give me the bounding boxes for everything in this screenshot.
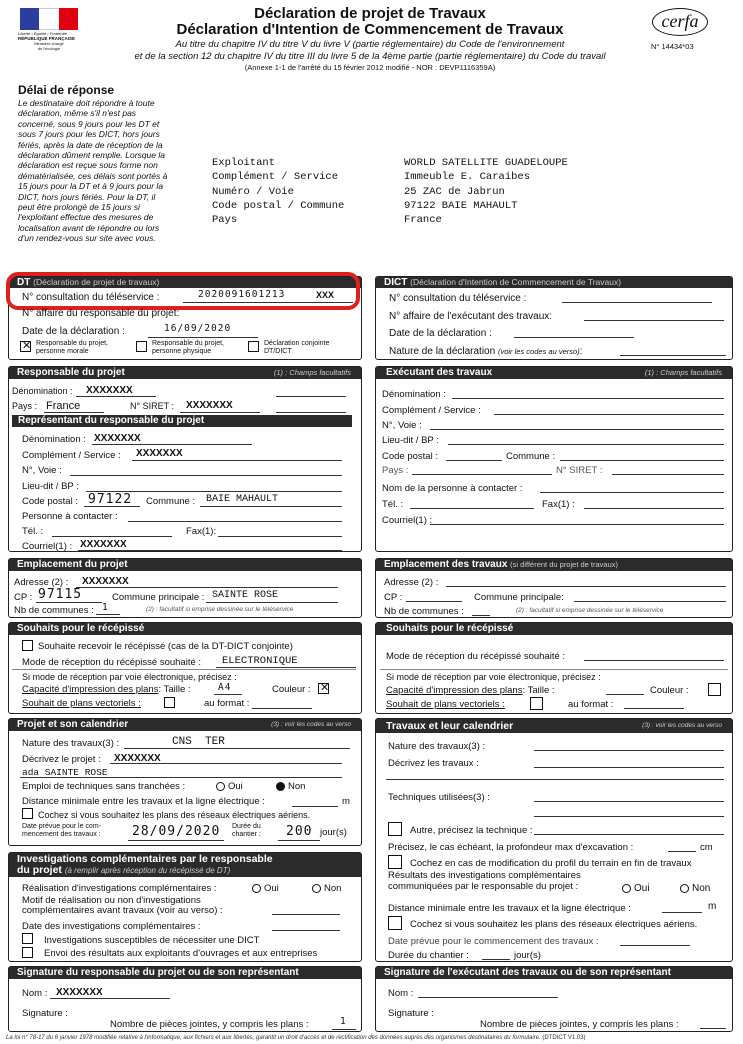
rep-comp-label: Complément / Service : [22, 450, 121, 461]
checkbox[interactable] [22, 808, 33, 819]
invest-check1-box[interactable] [22, 933, 36, 944]
travaux-header: Travaux et leur calendrier (3) : voir les codes au verso [376, 719, 732, 733]
rep-cp-label: Code postal : [22, 496, 78, 507]
checkbox[interactable] [22, 640, 33, 651]
projet-header: Projet et son calendrier (3) : voir les codes au verso [9, 719, 361, 731]
rep-denom-label: Dénomination : [22, 434, 86, 445]
text-line: fériés, après la date de réception de la [18, 139, 163, 150]
dt-consult-label: N° consultation du téléservice : [22, 292, 160, 303]
exec-comp-label: Complément / Service : [382, 405, 481, 416]
souhaits-left-header: Souhaits pour le récépissé [9, 623, 361, 635]
empl-nb-value[interactable]: 1 [102, 602, 109, 613]
resp-pays-value[interactable]: France [46, 400, 81, 412]
text-line: l'exploitant effectue des mesures de [18, 212, 154, 223]
dt-option-morale[interactable] [20, 341, 34, 352]
text-line: sous 7 jours pour les DICT, hors jours [18, 129, 160, 140]
checkbox[interactable] [388, 855, 402, 869]
dt-date-label: Date de la déclaration : [22, 326, 125, 337]
subtitle-2: et de la section 12 du chapitre IV du titre III du livre 5 de la 4ème partie (partie réglementaire) du Code du travail [134, 51, 606, 62]
sig-r-nom-label: Nom : [388, 988, 414, 999]
text-line: Le destinataire doit répondre à toute [18, 98, 155, 108]
trav-prof-label: Précisez, le cas échéant, la profondeur max d'excavation : [388, 842, 634, 853]
dt-affaire-label: N° affaire du responsable du projet: [22, 308, 180, 319]
trav-decrivez-label: Décrivez les travaux : [388, 758, 479, 769]
souhaits-taille-value[interactable]: A4 [218, 682, 232, 693]
responsable-header: Responsable du projet (1) : Champs facultatifs [9, 367, 361, 379]
projet-decrivez-value-2[interactable]: ada SAINTE ROSE [22, 767, 108, 778]
rep-commune-value[interactable]: BAIE MAHAULT [206, 494, 279, 505]
exec-fax-label: Fax(1) : [542, 499, 575, 510]
trav-duree-label: Durée du chantier : [388, 950, 469, 961]
subtitle-1: Au titre du chapitre IV du titre V du livre V (partie réglementaire) du Code de l'environnement [175, 39, 565, 50]
projet-nature-value[interactable]: CNS TER [172, 736, 225, 748]
projet-duree-unit: jour(s) [320, 827, 347, 838]
souhaits-mode-value[interactable]: ELECTRONIQUE [222, 655, 298, 667]
text-line: Code postal / Commune [212, 199, 345, 212]
signature-right-header: Signature de l'exécutant des travaux ou de son représentant [376, 967, 732, 979]
exploitant-labels [212, 156, 344, 227]
projet-cochez-checkbox[interactable] [22, 808, 36, 819]
empl-commune-value[interactable]: SAINTE ROSE [212, 590, 279, 601]
text-line: 25 ZAC de Jabrun [404, 185, 505, 198]
checkbox[interactable] [248, 341, 259, 352]
projet-cochez-label: Cochez si vous souhaitez les plans des réseaux électriques aériens. [38, 810, 311, 820]
page-title-2: Déclaration d'Intention de Commencement de Travaux [176, 21, 564, 38]
invest-check2-label: Envoi des résultats aux exploitants d'ouvrages et aux entreprises [44, 948, 318, 959]
empl-trav-cp-label: CP : [384, 592, 403, 603]
delai-text [18, 98, 208, 244]
invest-date-label: Date des investigations complémentaires : [22, 921, 201, 932]
checkbox[interactable] [530, 697, 543, 710]
resp-denom-label: Dénomination : [12, 386, 73, 396]
sig-l-pieces-value[interactable]: 1 [340, 1016, 347, 1027]
rep-courriel-value[interactable]: XXXXXXX [80, 539, 127, 550]
souhaits-r-vect-label: Souhait de plans vectoriels : [386, 699, 505, 710]
exec-contact-label: Nom de la personne à contacter : [382, 483, 523, 494]
dt-highlight [6, 272, 360, 310]
trav-duree-unit: jour(s) [514, 950, 541, 961]
projet-emploi-label: Emploi de techniques sans tranchées : [22, 781, 186, 792]
dict-nature-label: Nature de la déclaration (voir les codes au verso): [389, 346, 583, 357]
text-line: déclaration dûment remplie. Lorsque la [18, 150, 165, 161]
souhaits-r-mode-label: Mode de réception du récépissé souhaité : [386, 651, 566, 662]
rep-lieu-label: Lieu-dit / BP : [22, 481, 79, 492]
text-line: 97122 BAIE MAHAULT [404, 199, 518, 212]
empl-trav-nb-label: Nb de communes : [384, 606, 464, 617]
projet-dist-label: Distance minimale entre les travaux et la ligne électrique : [22, 796, 265, 807]
empl-cp-value[interactable]: 97115 [38, 587, 83, 602]
trav-cochez-checkbox[interactable] [388, 916, 405, 930]
empl-trav-adresse-label: Adresse (2) : [384, 577, 439, 588]
sig-l-nom-value[interactable]: XXXXXXX [56, 987, 103, 998]
empl-trav-hint: (2) : facultatif si emprise dessinée sur le téléservice [516, 607, 664, 614]
dt-header: DT (Déclaration de projet de travaux) [9, 277, 361, 288]
exec-denom-label: Dénomination : [382, 389, 446, 400]
annex-ref: (Annexe 1-1 de l'arrêté du 15 février 2012 modifié - NOR : DEVP1116359A) [244, 63, 496, 72]
logo-republique: RÉPUBLIQUE FRANÇAISE [18, 36, 76, 41]
sig-l-nom-label: Nom : [22, 988, 48, 999]
exec-siret-label: N° SIRET : [556, 465, 603, 476]
projet-emploi-non[interactable]: Non [276, 781, 305, 792]
text-line: France [404, 214, 442, 227]
text-line: déclaration, même s'il n'est pas [18, 108, 137, 119]
text-line: concerné, sous 9 jours pour les DT et [18, 118, 160, 129]
trav-dist-unit: m [708, 901, 717, 912]
logo-ministere: Ministère chargé [34, 41, 64, 46]
page-title: Déclaration de projet de Travaux [254, 5, 486, 22]
dt-option-physique[interactable] [136, 341, 150, 352]
exec-commune-label: Commune : [506, 451, 556, 462]
empl-cp-label: CP : [14, 592, 33, 603]
emplacement-header: Emplacement du projet [9, 559, 361, 571]
trav-nature-label: Nature des travaux(3) : [388, 741, 486, 752]
resp-siret-value[interactable]: XXXXXXX [186, 400, 233, 411]
rep-cp-value[interactable]: 97122 [88, 492, 133, 507]
trav-res-oui[interactable]: Oui [622, 883, 650, 894]
checkbox[interactable] [708, 683, 721, 696]
text-line: DICT, hors jours fériés. Pour la DT, il [18, 191, 156, 202]
empl-hint: (2) : facultatif si emprise dessinée sur le téléservice [146, 606, 294, 613]
exec-cp-label: Code postal : [382, 451, 438, 462]
signature-left-header: Signature du responsable du projet ou de son représentant [9, 967, 361, 979]
resp-pays-label: Pays : [12, 401, 38, 411]
radio[interactable] [216, 782, 225, 791]
text-line: Exploitant [212, 157, 276, 169]
checkbox[interactable] [20, 341, 31, 352]
projet-duree-value[interactable]: 200 [286, 824, 313, 839]
rep-contact-label: Personne à contacter : [22, 511, 118, 522]
text-line: Numéro / Voie [212, 185, 294, 198]
dict-date-label: Date de la déclaration : [389, 328, 492, 339]
projet-nature-label: Nature des travaux(3) : [22, 738, 120, 749]
invest-real-label: Réalisation d'investigations complémentaires : [22, 883, 217, 894]
sig-l-signature-label: Signature : [22, 1008, 68, 1019]
invest-motif-label: Motif de réalisation ou non d'investigations complémentaires avant travaux (voir au verso) : [22, 895, 223, 916]
checkbox[interactable] [388, 916, 402, 930]
dict-header: DICT (Déclaration d'Intention de Commencement de Travaux) [376, 277, 732, 288]
exec-tel-label: Tél. : [382, 499, 404, 510]
exec-courriel-label: Courriel(1) : [382, 515, 433, 526]
souhaits-r-couleur-checkbox[interactable] [708, 683, 724, 696]
dt-option-physique-label: Responsable du projet, personne physique [152, 340, 224, 355]
text-line: dématérialisée, ces délais sont portés à [18, 170, 168, 181]
rep-courriel-label: Courriel(1) : [22, 541, 73, 552]
trav-profil-checkbox[interactable] [388, 855, 405, 869]
souhaits-cap-label: Capacité d'impression des plans: Taille : [22, 684, 191, 695]
radio[interactable] [312, 884, 321, 893]
souhaits-receive-checkbox[interactable] [22, 640, 36, 651]
sig-l-pieces-label: Nombre de pièces jointes, y compris les plans : [110, 1019, 309, 1030]
souhaits-r-couleur-label: Couleur : [650, 685, 689, 696]
executant-header: Exécutant des travaux (1) : Champs facultatifs [376, 367, 732, 379]
cerfa-logo: cerfa [652, 8, 708, 36]
checkbox[interactable] [136, 341, 147, 352]
trav-autre-label: Autre, précisez la technique : [410, 825, 533, 836]
investigations-header: Investigations complémentaires par le responsable du projet (à remplir après réception du récépissé de DT) [9, 853, 361, 877]
text-line: 15 jours pour la DT et à 9 jours pour la [18, 181, 164, 192]
resp-siret-label: N° SIRET : [130, 401, 174, 411]
projet-decrivez-label: Décrivez le projet : [22, 754, 101, 765]
checkbox[interactable] [318, 683, 329, 694]
rep-denom-value[interactable]: XXXXXXX [94, 433, 141, 444]
text-line: Pays [212, 214, 238, 227]
radio[interactable] [622, 884, 631, 893]
dict-affaire-label: N° affaire de l'exécutant des travaux: [389, 311, 553, 322]
souhaits-vect-checkbox[interactable] [164, 697, 178, 708]
souhaits-r-cap-label: Capacité d'impression des plans: Taille : [386, 685, 555, 696]
invest-check1-label: Investigations susceptibles de nécessiter une DICT [44, 935, 260, 946]
projet-date-label: Date prévue pour le com- mencement des travaux : [22, 823, 101, 838]
empl-commune-label: Commune principale : [112, 592, 205, 603]
invest-check2-box[interactable] [22, 947, 36, 958]
invest-oui[interactable]: Oui [252, 883, 279, 894]
checkbox[interactable] [22, 947, 33, 958]
representant-header: Représentant du responsable du projet [12, 415, 352, 427]
text-line: localisation avant de répondre ou lors [18, 222, 160, 233]
text-line: d'un rendez-vous sur site avec vous. [18, 233, 156, 244]
trav-cochez-label: Cochez si vous souhaitez les plans des réseaux électriques aériens. [410, 919, 698, 930]
trav-res-non[interactable]: Non [680, 883, 710, 894]
souhaits-format-label: au format : [204, 698, 250, 709]
dt-consult-value[interactable]: 2020091601213 [198, 289, 286, 300]
trav-dist-label: Distance minimale entre les travaux et la ligne électrique : [388, 903, 631, 914]
radio[interactable] [252, 884, 261, 893]
rep-tel-label: Tél. : [22, 526, 44, 537]
trav-prof-unit: cm [700, 842, 713, 853]
rep-comp-value[interactable]: XXXXXXX [136, 448, 183, 459]
footer-legal: La loi n° 78-17 du 6 janvier 1978 modifiée relative à l'informatique, aux fichiers et aux libertés, garantit un droit d'accès et de rectification des données auprès des organismes destinataires du formulaire. (DTDICT V1.03) [6, 1035, 586, 1041]
rep-voie-label: N°, Voie : [22, 465, 62, 476]
dt-option-morale-label: Responsable du projet, personne morale [36, 340, 108, 355]
projet-decrivez-value[interactable]: XXXXXXX [114, 753, 161, 764]
text-line: Complément / Service [212, 171, 339, 184]
resp-denom-value[interactable]: XXXXXXX [86, 385, 133, 396]
projet-emploi-oui[interactable]: Oui [216, 781, 243, 792]
empl-trav-commune-label: Commune principale: [474, 592, 564, 603]
empl-nb-label: Nb de communes : [14, 605, 94, 616]
cerfa-number: N° 14434*03 [651, 42, 694, 51]
souhaits-r-format-label: au format : [568, 699, 614, 710]
text-line: Immeuble E. Caraibes [404, 171, 531, 184]
projet-duree-label: Durée du chantier : [232, 823, 261, 838]
souhaits-r-vect-checkbox[interactable] [530, 697, 546, 710]
invest-non[interactable]: Non [312, 883, 341, 894]
dt-option-conjointe[interactable] [248, 341, 262, 352]
sig-r-pieces-label: Nombre de pièces jointes, y compris les plans : [480, 1019, 679, 1030]
empl-adresse-value[interactable]: XXXXXXX [82, 576, 129, 587]
emplacement-travaux-header: Emplacement des travaux (si différent du projet de travaux) [376, 559, 732, 571]
projet-dist-unit: m [342, 796, 350, 807]
dt-date-value[interactable]: 16/09/2020 [164, 323, 232, 334]
checkbox[interactable] [22, 933, 33, 944]
trav-tech-label: Techniques utilisées(3) : [388, 792, 490, 803]
checkbox[interactable] [388, 822, 402, 836]
logo-ecologie: de l'écologie [37, 46, 61, 51]
delai-title: Délai de réponse [18, 83, 115, 97]
radio[interactable] [276, 782, 285, 791]
souhaits-si-label: Si mode de réception par voie électronique, précisez : [22, 672, 237, 682]
text-line: peut être prolongé de 15 jours si [18, 202, 140, 213]
exec-pays-label: Pays : [382, 465, 409, 476]
checkbox[interactable] [164, 697, 175, 708]
trav-autre-checkbox[interactable] [388, 822, 405, 836]
text-line: déclaration est reçue sous forme non [18, 160, 158, 171]
exec-lieu-label: Lieu-dit / BP : [382, 435, 439, 446]
radio[interactable] [680, 884, 689, 893]
souhaits-receive-label: Souhaite recevoir le récépissé (cas de la DT-DICT conjointe) [38, 641, 293, 652]
trav-profil-label: Cochez en cas de modification du profil du terrain en fin de travaux [410, 858, 692, 869]
rep-commune-label: Commune : [146, 496, 196, 507]
dt-option-conjointe-label: Déclaration conjointe DT/DICT [264, 340, 330, 355]
trav-res-label: Résultats des investigations complémentaires communiquées par le responsable du projet : [388, 870, 581, 892]
souhaits-r-si-label: Si mode de réception par voie électronique, précisez : [386, 672, 601, 682]
exec-voie-label: N°, Voie : [382, 420, 422, 431]
projet-date-value[interactable]: 28/09/2020 [132, 824, 221, 839]
dict-consult-label: N° consultation du téléservice : [389, 293, 527, 304]
souhaits-couleur-checkbox[interactable] [318, 683, 332, 694]
souhaits-vect-label: Souhait de plans vectoriels : [22, 698, 141, 709]
dt-consult-suffix: XXX [316, 290, 335, 300]
souhaits-mode-label: Mode de réception du récépissé souhaité : [22, 657, 202, 668]
souhaits-right-header: Souhaits pour le récépissé [376, 623, 732, 635]
sig-r-signature-label: Signature : [388, 1008, 434, 1019]
trav-date-label: Date prévue pour le commencement des travaux : [388, 936, 599, 947]
souhaits-couleur-label: Couleur : [272, 684, 311, 695]
rep-fax-label: Fax(1): [186, 526, 217, 537]
marianne-logo [18, 8, 80, 54]
text-line: WORLD SATELLITE GUADELOUPE [404, 157, 568, 169]
logo-motto: Liberté • Égalité • Fraternité [18, 31, 67, 36]
empl-adresse-label: Adresse (2) : [14, 577, 69, 588]
exploitant-values [404, 156, 568, 227]
